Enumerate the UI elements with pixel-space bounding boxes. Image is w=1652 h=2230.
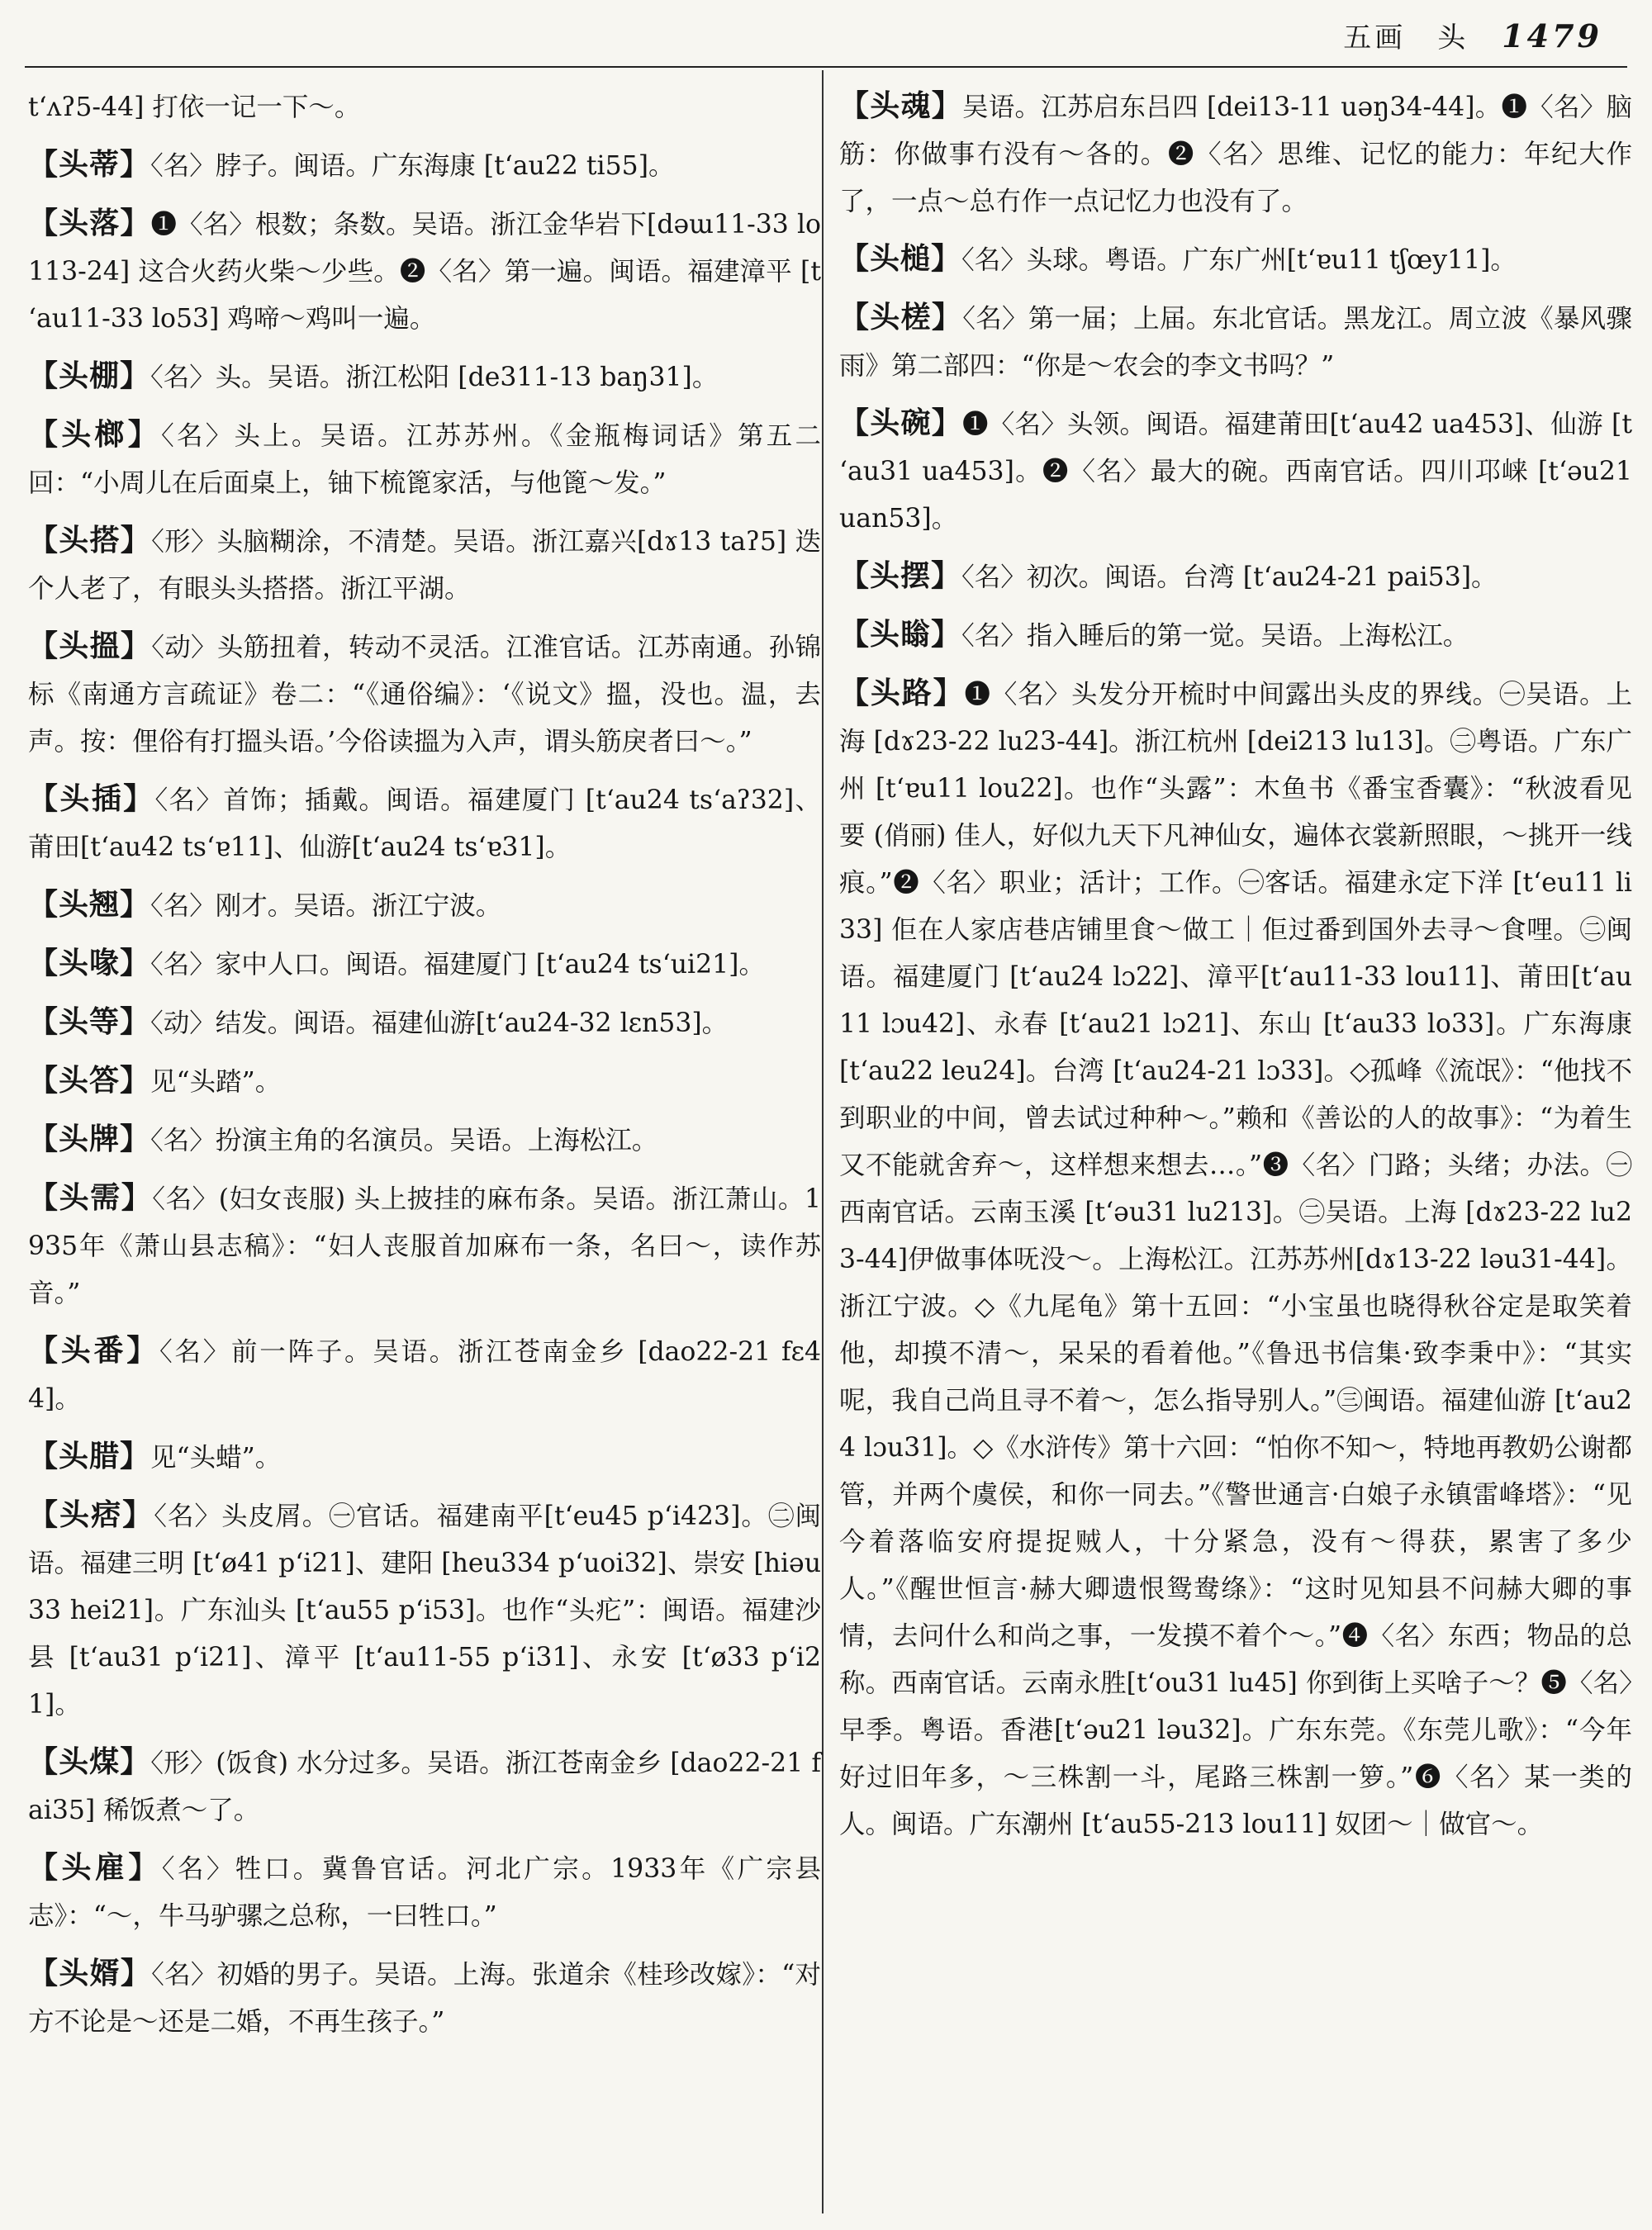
dictionary-entry: [28, 1327, 821, 1423]
entry-text: 〈名〉初次。闽语。台湾 [tʻau24-21 pai53]。: [961, 562, 1498, 592]
entry-text: 〈名〉前一阵子。吴语。浙江苍南金乡 [dao22-21 fɛ44]。: [28, 1337, 821, 1414]
entry-text: ❶〈名〉头领。闽语。福建莆田[tʻau42 ua453]、仙游 [tʻau31 ua453]。❷〈名〉最大的碗。西南官话。四川邛崃 [tʻəu21 uan53]。: [839, 410, 1632, 534]
headword: 【头等】: [28, 1004, 151, 1039]
entry-text: ❶〈名〉头发分开梳时中间露出头皮的界线。㊀吴语。上海 [dɤ23-22 lu23-44]。浙江杭州 [dei213 lu13]。㊁粤语。广东广州 [tʻɐu11 lou22]。也作“头露”：木鱼书《番宝香囊》：“秋波看见要 (俏丽) 佳人，好似九天下凡神仙女，遍体衣裳新照眼，～挑开一线痕。”❷〈名〉职业；活计；工作。㊀客话。福建永定下洋 [tʻeu11 li33] 佢在人家店巷店铺里食～做工｜佢过番到国外去寻～食哩。㊁闽语。福建厦门 [tʻau24 lɔ22]、漳平[tʻau11-33 lou11]、莆田[tʻau11 lɔu42]、永春 [tʻau21 lɔ21]、东山 [tʻau33 lo33]。广东海康 [tʻau22 leu24]。台湾 [tʻau24-21 lɔ33]。◇孤峰《流氓》：“他找不到职业的中间，曾去试过种种～。”赖和《善讼的人的故事》：“为着生又不能就舍弃～，这样想来想去…。”❸〈名〉门路；头绪；办法。㊀西南官话。云南玉溪 [tʻəu31 lu213]。㊁吴语。上海 [dɤ23-22 lu23-44]伊做事体呒没～。上海松江。江苏苏州[dɤ13-22 ləu31-44]。浙江宁波。◇《九尾龟》第十五回：“小宝虽也晓得秋谷定是取笑着他，却摸不清～，呆呆的看着他。”《鲁迅书信集·致李秉中》：“其实呢，我自己尚且寻不着～，怎么指导别人。”㊂闽语。福建仙游 [tʻau24 lɔu31]。◇《水浒传》第十六回：“怕你不知～，特地再教奶公谢都管，并两个虞侯，和你一同去。”《警世通言·白娘子永镇雷峰塔》：“见今着落临安府提捉贼人，十分紧急，没有～得获，累害了多少人。”《醒世恒言·赫大卿遗恨鸳鸯绦》：“这时见知县不问赫大卿的事情，去问什么和尚之事，一发摸不着个～。”❹〈名〉东西；物品的总称。西南官话。云南永胜[tʻou31 lu45] 你到街上买啥子～？❺〈名〉早季。粤语。香港[tʻəu21 ləu32]。广东东莞。《东莞儿歌》：“今年好过旧年多，～三株割一斗，尾路三株割一箩。”❻〈名〉某一类的人。闽语。广东潮州 [tʻau55-213 lou11] 奴团～｜做官～。: [839, 680, 1632, 1839]
entry-text: 见“头蜡”。: [150, 1443, 282, 1473]
entry-text: 〈名〉脖子。闽语。广东海康 [tʻau22 ti55]。: [150, 151, 675, 181]
entry-text: 〈名〉头球。粤语。广东广州[tʻɐu11 tʃœy11]。: [961, 245, 1517, 275]
entry-text: 〈名〉家中人口。闽语。福建厦门 [tʻau24 tsʻui21]。: [150, 950, 765, 980]
headword: 【头槎】: [839, 300, 963, 334]
headword: 【头番】: [28, 1333, 159, 1368]
running-header: [1343, 15, 1602, 55]
dictionary-entry: [28, 776, 821, 871]
entry-text: ❶〈名〉根数；条数。吴语。浙江金华岩下[dəɯ11-33 lo113-24] 这合火药火柴～少些。❷〈名〉第一遍。闽语。福建漳平 [tʻau11-33 lo53] 鸡啼～鸡叫一遍。: [28, 210, 821, 334]
dictionary-entry: [28, 999, 821, 1047]
headword: 【头槌】: [839, 241, 962, 276]
dictionary-entry: [839, 400, 1632, 543]
entry-text: 〈形〉头脑糊涂，不清楚。吴语。浙江嘉兴[dɤ13 taʔ5] 迭个人老了，有眼头头搭搭。浙江平湖。: [28, 527, 821, 604]
entry-text: 〈名〉首饰；插戴。闽语。福建厦门 [tʻau24 tsʻaʔ32]、莆田[tʻau42 tsʻɐ11]、仙游[tʻau24 tsʻɐ31]。: [28, 785, 821, 862]
headword: 【头棚】: [28, 358, 151, 393]
column-divider: [822, 70, 824, 2213]
headword: 【头插】: [28, 781, 155, 816]
dictionary-entry: [839, 553, 1632, 601]
dictionary-entry: [28, 1174, 821, 1317]
entry-text: 〈名〉(妇女丧服) 头上披挂的麻布条。吴语。浙江萧山。1935年《萧山县志稿》：“妇人丧服首加麻布一条，名曰～，读作苏音。”: [28, 1184, 821, 1308]
headword: 【头牌】: [28, 1122, 151, 1156]
entry-text: 〈名〉头。吴语。浙江松阳 [de311-13 baŋ31]。: [150, 363, 719, 392]
entry-text: 〈名〉头上。吴语。江苏苏州。《金瓶梅词话》第五二回：“小周儿在后面桌上，铀下梳篦家活，与他篦～发。”: [28, 421, 821, 498]
headword: 【头需】: [28, 1180, 153, 1215]
entry-text: tʻʌʔ5-44] 打依一记一下～。: [28, 93, 361, 122]
entry-text: 〈动〉结发。闽语。福建仙游[tʻau24-32 lɛn53]。: [150, 1008, 729, 1038]
dictionary-entry: [28, 1950, 821, 2046]
dictionary-entry: [28, 411, 821, 507]
dictionary-entry: [28, 141, 821, 190]
headword: 【头魂】: [839, 88, 962, 123]
entry-text: 〈形〉(饭食) 水分过多。吴语。浙江苍南金乡 [dao22-21 fai35] 稀饭煮～了。: [28, 1748, 821, 1825]
dictionary-entry: [28, 200, 821, 343]
dictionary-entry: [28, 881, 821, 930]
dictionary-entry: [28, 1844, 821, 1940]
headword: 【头搭】: [28, 523, 152, 558]
entry-text: 〈名〉刚才。吴语。浙江宁波。: [150, 891, 502, 921]
dictionary-entry: [839, 294, 1632, 390]
dictionary-entry: [28, 83, 821, 131]
dictionary-entry: [28, 517, 821, 613]
headword: 【头翘】: [28, 887, 151, 922]
entry-text: 〈名〉头皮屑。㊀官话。福建南平[tʻeu45 pʻi423]。㊁闽语。福建三明 [tʻø41 pʻi21]、建阳 [heu334 pʻuoi32]、崇安 [hiəu33 hei21]。广东汕头 [tʻau55 pʻi53]。也作“头疕”：闽语。福建沙县 [tʻau31 pʻi21]、漳平 [tʻau11-55 pʻi31]、永安 [tʻø33 pʻi21]。: [28, 1502, 821, 1720]
entry-text: 〈名〉牲口。冀鲁官话。河北广宗。1933年《广宗县志》：“～，牛马驴骡之总称，一曰牲口。”: [28, 1854, 821, 1931]
header-rule: [25, 66, 1627, 68]
headword: 【头搵】: [28, 629, 152, 663]
dictionary-entry: [839, 611, 1632, 660]
headword: 【头路】: [839, 676, 965, 710]
dictionary-entry: [28, 1739, 821, 1834]
entry-text: 〈动〉头筋扭着，转动不灵活。江淮官话。江苏南通。孙锦标《南通方言疏证》卷二：“《通俗编》：‘《说文》搵，没也。温，去声。按：俚俗有打搵头语。’今俗读搵为入声，谓头筋戾者曰～。”: [28, 633, 821, 757]
entry-text: 〈名〉扮演主角的名演员。吴语。上海松江。: [150, 1126, 658, 1155]
headword: 【头答】: [28, 1063, 151, 1098]
headword: 【头蒂】: [28, 147, 151, 182]
entry-text: 〈名〉初婚的男子。吴语。上海。张道余《桂珍改嫁》：“对方不论是～还是二婚，不再生孩子。”: [28, 1960, 821, 2037]
dictionary-entry: [839, 670, 1632, 1848]
page-number: 1479: [1502, 17, 1602, 55]
headword: 【头痞】: [28, 1497, 154, 1532]
headword: 【头榔】: [28, 417, 161, 452]
headword: 【头婿】: [28, 1956, 152, 1990]
dictionary-entry: [28, 1057, 821, 1106]
section-title: 五画 头: [1343, 21, 1469, 55]
left-column: [28, 83, 821, 2056]
entry-text: 见“头踏”。: [150, 1067, 282, 1097]
right-column: [839, 83, 1632, 1858]
headword: 【头雇】: [28, 1850, 162, 1885]
headword: 【头瞈】: [839, 617, 962, 652]
dictionary-entry: [28, 940, 821, 989]
entry-text: 〈名〉第一届；上届。东北官话。黑龙江。周立波《暴风骤雨》第二部四：“你是～农会的李文书吗？”: [839, 304, 1632, 381]
entry-text: 〈名〉指入睡后的第一觉。吴语。上海松江。: [961, 621, 1469, 651]
dictionary-entry: [28, 1492, 821, 1729]
headword: 【头煤】: [28, 1744, 151, 1779]
dictionary-entry: [28, 623, 821, 766]
headword: 【头碗】: [839, 406, 962, 440]
dictionary-entry: [839, 83, 1632, 225]
dictionary-entry: [28, 1433, 821, 1482]
dictionary-entry: [28, 1116, 821, 1165]
headword: 【头摆】: [839, 558, 962, 593]
entry-text: 吴语。江苏启东吕四 [dei13-11 uəŋ34-44]。❶〈名〉脑筋：你做事冇没有～各的。❷〈名〉思维、记忆的能力：年纪大作了，一点～总冇作一点记忆力也没有了。: [839, 93, 1632, 216]
headword: 【头腊】: [28, 1439, 151, 1473]
headword: 【头落】: [28, 206, 151, 240]
dictionary-entry: [28, 353, 821, 401]
dictionary-entry: [839, 235, 1632, 284]
headword: 【头喙】: [28, 946, 151, 980]
